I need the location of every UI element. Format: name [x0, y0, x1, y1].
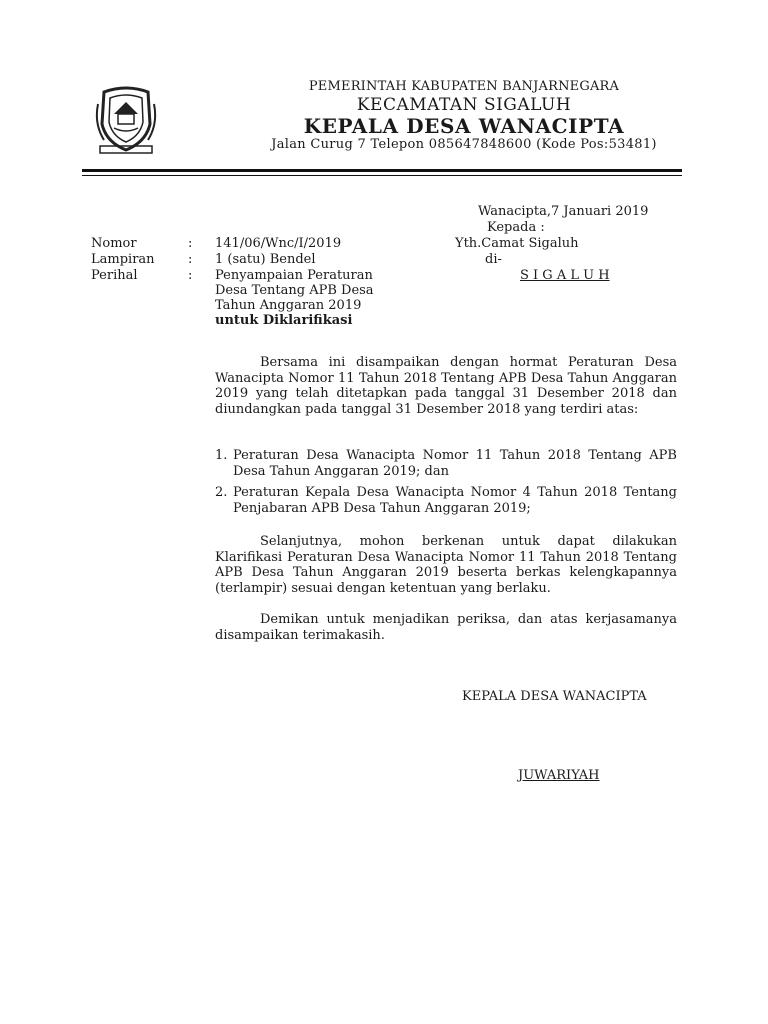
body-followup-paragraph: Selanjutnya, mohon berkenan untuk dapat dilakukan Klarifikasi Peraturan Desa Wanacipta Nomor 11 Tahun 2018 Tentang APB Desa Tahun Anggaran 2019 beserta berkas kelengkapannya (terlampir) sesuai dengan ketentuan yang berlaku. — [215, 534, 677, 596]
recipient-kepada: Kepada : — [487, 220, 545, 235]
lampiran-value: 1 (satu) Bendel — [215, 252, 316, 267]
body-intro-paragraph: Bersama ini disampaikan dengan hormat Peraturan Desa Wanacipta Nomor 11 Tahun 2018 Tentang APB Desa Tahun Anggaran 2019 yang telah ditetapkan pada tanggal 31 Desember 2018 dan diundangkan pada tanggal 31 Desember 2018 yang terdiri atas: — [215, 355, 677, 417]
letter-date: Wanacipta,7 Januari 2019 — [478, 204, 649, 219]
header-government: PEMERINTAH KABUPATEN BANJARNEGARA — [308, 79, 620, 94]
header-divider-thick — [82, 169, 682, 172]
header-office: KEPALA DESA WANACIPTA — [303, 114, 625, 138]
perihal-line-1: Penyampaian Peraturan — [215, 268, 373, 283]
lampiran-colon: : — [188, 252, 193, 267]
perihal-label: Perihal — [91, 268, 138, 283]
nomor-colon: : — [188, 236, 193, 251]
recipient-name: Yth.Camat Sigaluh — [455, 236, 579, 251]
recipient-place: S I G A L U H — [520, 268, 610, 283]
list-item-number: 1. — [215, 448, 228, 463]
perihal-line-4: untuk Diklarifikasi — [215, 313, 353, 328]
signature-name: JUWARIYAH — [518, 768, 600, 783]
list-item-number: 2. — [215, 485, 228, 500]
header-district: KECAMATAN SIGALUH — [356, 95, 572, 115]
perihal-line-3: Tahun Anggaran 2019 — [215, 298, 362, 313]
list-item-text: Peraturan Desa Wanacipta Nomor 11 Tahun 2018 Tentang APB Desa Tahun Anggaran 2019; dan — [233, 448, 677, 479]
nomor-label: Nomor — [91, 236, 137, 251]
list-item — [215, 448, 677, 480]
header-divider-thin — [82, 175, 682, 176]
nomor-value: 141/06/Wnc/I/2019 — [215, 236, 342, 251]
regulation-list — [215, 448, 677, 522]
list-item — [215, 485, 677, 517]
regency-coat-of-arms-icon — [94, 84, 158, 156]
list-item-text: Peraturan Kepala Desa Wanacipta Nomor 4 Tahun 2018 Tentang Penjabaran APB Desa Tahun Anggaran 2019; — [233, 485, 677, 516]
perihal-line-2: Desa Tentang APB Desa — [215, 283, 374, 298]
signature-title: KEPALA DESA WANACIPTA — [462, 689, 647, 704]
header-address: Jalan Curug 7 Telepon 085647848600 (Kode Pos:53481) — [271, 137, 657, 152]
body-closing-paragraph: Demikan untuk menjadikan periksa, dan atas kerjasamanya disampaikan terimakasih. — [215, 612, 677, 643]
perihal-colon: : — [188, 268, 193, 283]
lampiran-label: Lampiran — [91, 252, 155, 267]
recipient-di: di- — [485, 252, 502, 267]
